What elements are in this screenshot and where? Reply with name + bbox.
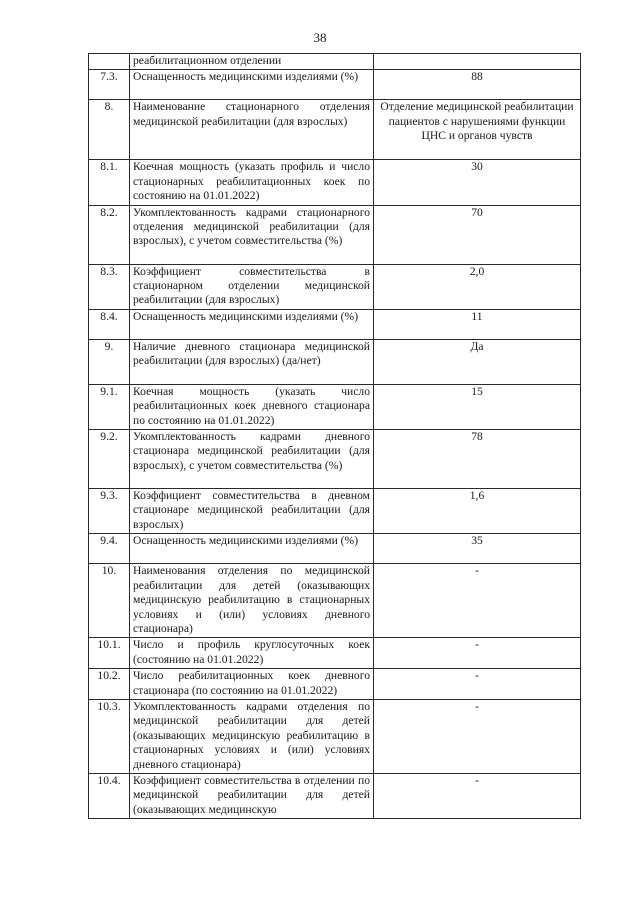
row-value: 11 [374,309,581,339]
row-value: Да [374,339,581,384]
table-row [89,534,581,564]
table-row [89,773,581,818]
table-row [89,100,581,160]
row-value: 70 [374,205,581,264]
row-label: Наименования отделения по медицинской реабилитации для детей (оказывающих медицинскую реабилитацию в стационарных условиях и (или) условиях дневного стационара) [130,564,374,638]
row-label: Коэффициент совместительства в дневном стационаре медицинской реабилитации (для взрослых) [130,489,374,534]
row-value: 35 [374,534,581,564]
table-row [89,489,581,534]
row-label: Оснащенность медицинскими изделиями (%) [130,309,374,339]
row-number: 10. [89,564,130,638]
row-number: 10.1. [89,638,130,669]
row-value: - [374,669,581,700]
row-label: Укомплектованность кадрами дневного стационара медицинской реабилитации (для взрослых), с учетом совместительства (%) [130,430,374,489]
row-value: Отделение медицинской реабилитации пациентов с нарушениями функции ЦНС и органов чувств [374,100,581,160]
row-label: Оснащенность медицинскими изделиями (%) [130,534,374,564]
row-value: 2,0 [374,264,581,309]
row-number: 9.2. [89,430,130,489]
table-row [89,160,581,205]
row-value: 30 [374,160,581,205]
row-number: 8.4. [89,309,130,339]
row-value [374,54,581,70]
row-number [89,54,130,70]
data-table [88,53,581,819]
row-value: 78 [374,430,581,489]
row-value: - [374,638,581,669]
row-label: Наименование стационарного отделения медицинской реабилитации (для взрослых) [130,100,374,160]
row-value: 88 [374,70,581,100]
row-number: 8.2. [89,205,130,264]
row-value: 15 [374,384,581,429]
table-row [89,205,581,264]
table-row [89,309,581,339]
row-number: 9.4. [89,534,130,564]
row-label: реабилитационном отделении [130,54,374,70]
row-number: 8.1. [89,160,130,205]
row-value: 1,6 [374,489,581,534]
row-number: 9.3. [89,489,130,534]
row-number: 7.3. [89,70,130,100]
row-number: 8. [89,100,130,160]
table-row [89,264,581,309]
row-number: 10.4. [89,773,130,818]
table-row [89,669,581,700]
table-row [89,430,581,489]
table-row [89,54,581,70]
row-label: Число и профиль круглосуточных коек (состоянию на 01.01.2022) [130,638,374,669]
table-row [89,384,581,429]
row-value: - [374,564,581,638]
row-label: Коечная мощность (указать число реабилитационных коек дневного стационара по состоянию на 01.01.2022) [130,384,374,429]
row-label: Оснащенность медицинскими изделиями (%) [130,70,374,100]
row-label: Коэффициент совместительства в отделении по медицинской реабилитации для детей (оказывающих медицинскую [130,773,374,818]
row-number: 9. [89,339,130,384]
table-row [89,638,581,669]
table-row [89,70,581,100]
row-label: Коечная мощность (указать профиль и число стационарных реабилитационных коек по состоянию на 01.01.2022) [130,160,374,205]
row-label: Укомплектованность кадрами стационарного отделения медицинской реабилитации (для взрослых), с учетом совместительства (%) [130,205,374,264]
table-row [89,699,581,773]
row-value: - [374,699,581,773]
row-label: Число реабилитационных коек дневного стационара (по состоянию на 01.01.2022) [130,669,374,700]
page-number: 38 [313,30,327,45]
row-number: 10.2. [89,669,130,700]
row-label: Коэффициент совместительства в стационарном отделении медицинской реабилитации (для взрослых) [130,264,374,309]
row-label: Укомплектованность кадрами отделения по медицинской реабилитации для детей (оказывающих медицинскую реабилитацию в стационарных условиях и (или) условиях дневного стационара) [130,699,374,773]
row-value: - [374,773,581,818]
table-row [89,564,581,638]
row-number: 9.1. [89,384,130,429]
table-row [89,339,581,384]
row-number: 8.3. [89,264,130,309]
row-label: Наличие дневного стационара медицинской реабилитации (для взрослых) (да/нет) [130,339,374,384]
row-number: 10.3. [89,699,130,773]
